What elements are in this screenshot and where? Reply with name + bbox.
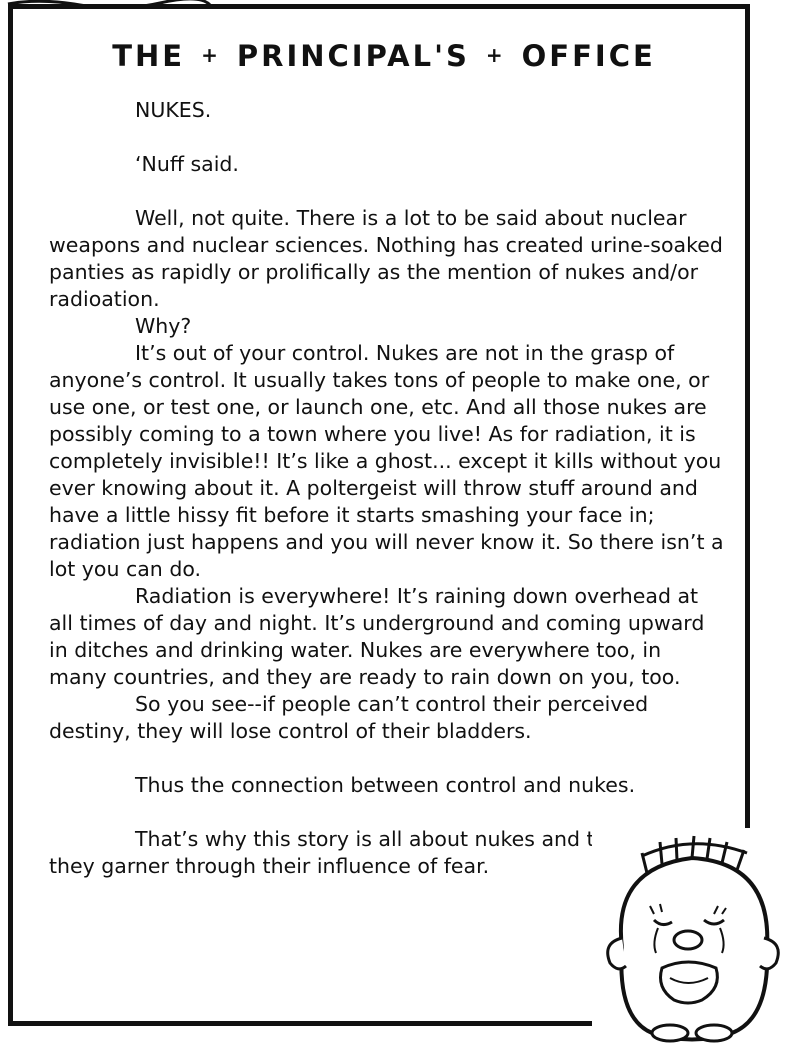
body-text [49, 97, 724, 880]
paragraph-nukes: NUKES. [135, 98, 212, 122]
title-separator: + [485, 43, 506, 67]
paragraph-nuff-said: ‘Nuff said. [135, 152, 239, 176]
paragraph-connection: Thus the connection between control and nukes. [135, 773, 636, 797]
paragraph-why: Why? [135, 314, 192, 338]
title-word-the: THE [112, 39, 186, 73]
paragraph-story-about-nukes: That’s why this story is all about nukes and the control they garner through their influence of fear. [49, 827, 698, 878]
page-title [13, 39, 755, 73]
paragraph-out-of-control: It’s out of your control. Nukes are not in the grasp of anyone’s control. It usually takes tons of people to make one, or use one, or test one, or launch one, etc. And all those nukes are possibly coming to a town where you live! As for radiation, it is completely invisible!! It’s like a ghost... except it kills without you ever knowing about it. A poltergeist will throw stuff around and have a little hissy fit before it starts smashing your face in; radiation just happens and you will never know it. So there isn’t a lot you can do. [49, 341, 724, 581]
title-word-office: OFFICE [521, 39, 656, 73]
paragraph-not-quite: Well, not quite. There is a lot to be said about nuclear weapons and nuclear sciences. Nothing has created urine-soaked panties as rapidly or prolifically as the mention of nukes and/or radioation. [49, 206, 723, 311]
paragraph-radiation-everywhere: Radiation is everywhere! It’s raining down overhead at all times of day and night. It’s underground and coming upward in ditches and drinking water. Nukes are everywhere too, in many countries, and they are ready to rain down on you, too. [49, 584, 705, 689]
title-separator: + [201, 43, 221, 67]
paragraph-so-you-see: So you see--if people can’t control their perceived destiny, they will lose control of their bladders. [49, 692, 649, 743]
title-word-principals: PRINCIPAL'S [236, 39, 470, 73]
crying-creature-illustration [592, 828, 792, 1048]
